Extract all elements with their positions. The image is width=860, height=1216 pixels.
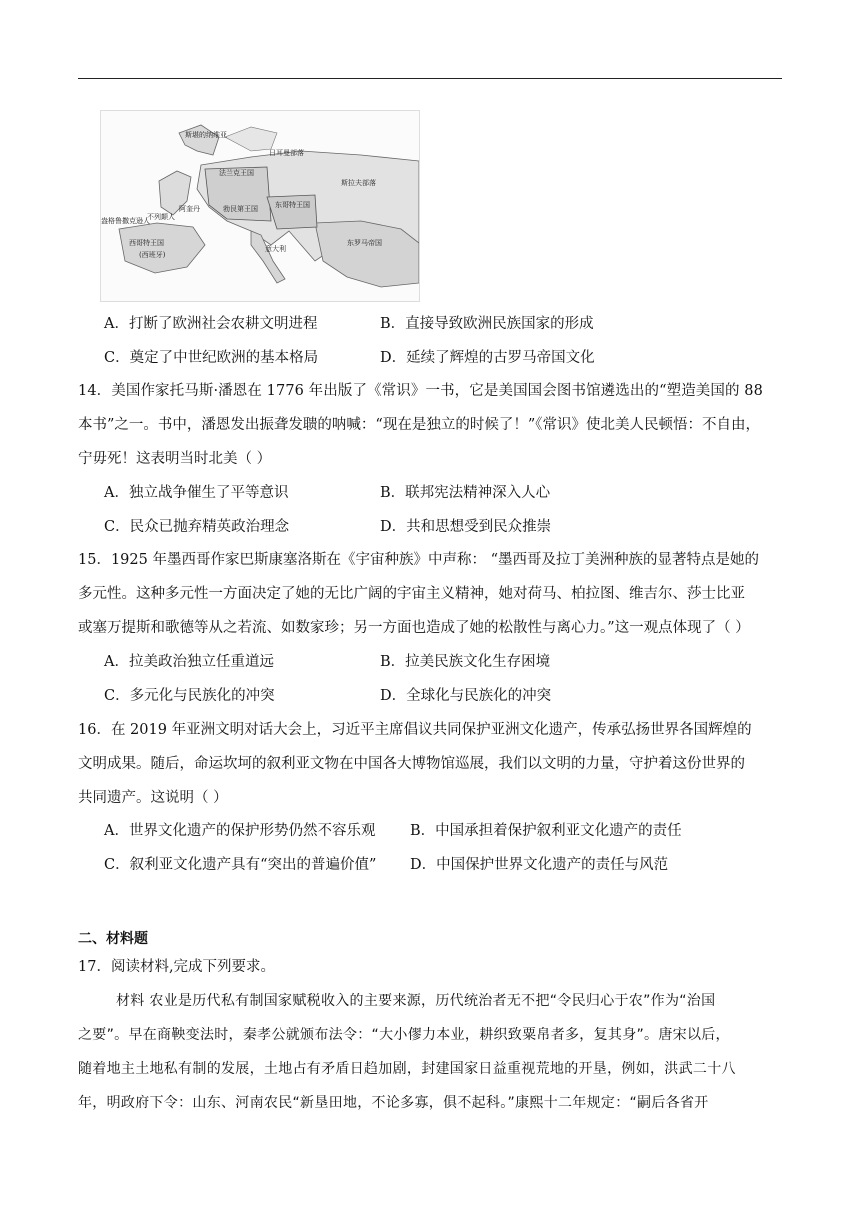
option-letter: D． xyxy=(380,519,407,535)
option-text: 中国保护世界文化遗产的责任与风范 xyxy=(436,857,669,873)
q13-option-d[interactable] xyxy=(380,348,595,368)
q16-stem-line: 16．在 2019 年亚洲文明对话大会上，习近平主席倡议共同保护亚洲文化遗产，传承弘扬世界各国辉煌的 xyxy=(78,722,752,738)
option-text: 拉美政治独立任重道远 xyxy=(128,654,274,670)
option-text: 共和思想受到民众推崇 xyxy=(406,519,552,535)
option-letter: B． xyxy=(380,485,406,501)
map-figure xyxy=(101,111,419,301)
material-line: 随着地主土地私有制的发展，土地占有矛盾日趋加剧，封建国家日益重视荒地的开垦，例如，洪武二十八 xyxy=(78,1061,736,1077)
option-letter: A． xyxy=(104,654,129,670)
option-text: 全球化与民族化的冲突 xyxy=(406,688,552,704)
map-label: 盎格鲁撒克逊人 xyxy=(101,217,150,225)
q16-option-c[interactable] xyxy=(104,855,376,875)
option-text: 直接导致欧洲民族国家的形成 xyxy=(405,316,594,332)
option-text: 打断了欧洲社会农耕文明进程 xyxy=(128,316,318,332)
map-label: 法兰克王国 xyxy=(219,169,254,177)
q14-option-d[interactable] xyxy=(380,517,551,537)
option-letter: B． xyxy=(380,316,406,332)
option-letter: B． xyxy=(410,823,436,839)
header-rule xyxy=(78,78,782,79)
q16-option-d[interactable] xyxy=(410,855,668,875)
q16-stem-line: 文明成果。随后，命运坎坷的叙利亚文物在中国各大博物馆巡展，我们以文明的力量，守护着这份世界的 xyxy=(78,756,745,772)
map-label: 勃艮第王国 xyxy=(223,205,258,213)
map-label: 不列颠人 xyxy=(147,213,175,221)
option-text: 世界文化遗产的保护形势仍然不容乐观 xyxy=(128,823,376,839)
option-text: 奠定了中世纪欧洲的基本格局 xyxy=(129,350,319,366)
map-label: (西班牙) xyxy=(139,251,166,259)
map-label: 阿奎丹 xyxy=(179,205,200,213)
option-text: 民众已抛弃精英政治理念 xyxy=(129,519,290,535)
option-letter: C． xyxy=(104,688,130,704)
q15-option-b[interactable] xyxy=(380,652,550,672)
q16-option-b[interactable] xyxy=(410,821,682,841)
q14-option-a[interactable] xyxy=(104,483,288,503)
q15-option-c[interactable] xyxy=(104,686,275,706)
option-text: 多元化与民族化的冲突 xyxy=(129,688,275,704)
q13-option-b[interactable] xyxy=(380,314,594,334)
option-text: 联邦宪法精神深入人心 xyxy=(405,485,551,501)
q13-option-a[interactable] xyxy=(104,314,317,334)
material-line: 年，明政府下令：山东、河南农民“新垦田地，不论多寡，俱不起科。”康熙十二年规定：“嗣后各省开 xyxy=(78,1095,709,1111)
option-letter: D． xyxy=(380,350,407,366)
q15-option-d[interactable] xyxy=(380,686,551,706)
map-label: 斯堪的纳维亚 xyxy=(185,131,227,139)
q14-stem-line: 宁毋死！这表明当时北美（ ） xyxy=(78,451,272,467)
option-text: 叙利亚文化遗产具有“突出的普遍价值” xyxy=(129,857,377,873)
option-letter: D． xyxy=(410,857,437,873)
option-letter: C． xyxy=(104,857,130,873)
map-label: 斯拉夫部落 xyxy=(341,179,376,187)
q15-stem-line: 或塞万提斯和歌德等从之若流、如数家珍；另一方面也造成了她的松散性与离心力。”这一观点体现了（ ） xyxy=(78,620,750,636)
map-label: 日耳曼部落 xyxy=(269,149,304,157)
map-label: 东罗马帝国 xyxy=(347,239,382,247)
option-letter: A． xyxy=(104,316,129,332)
q16-stem-line: 共同遗产。这说明（ ） xyxy=(78,790,228,806)
q17-stem: 17．阅读材料,完成下列要求。 xyxy=(78,959,276,975)
map-label: 西哥特王国 xyxy=(129,239,164,247)
q14-option-b[interactable] xyxy=(380,483,550,503)
option-text: 中国承担着保护叙利亚文化遗产的责任 xyxy=(435,823,682,839)
map-label: 东哥特王国 xyxy=(275,201,310,209)
q16-option-a[interactable] xyxy=(104,821,375,841)
material-line: 材料 农业是历代私有制国家赋税收入的主要来源，历代统治者无不把“令民归心于农”作为“治国 xyxy=(116,993,716,1009)
material-line: 之要”。早在商鞅变法时，秦孝公就颁布法令：“大小僇力本业，耕织致粟帛者多，复其身”。唐宋以后， xyxy=(78,1027,730,1043)
option-letter: B． xyxy=(380,654,406,670)
option-letter: A． xyxy=(104,823,129,839)
option-text: 延续了辉煌的古罗马帝国文化 xyxy=(406,350,595,366)
q15-stem-line: 多元性。这种多元性一方面决定了她的无比广阔的宇宙主义精神，她对荷马、柏拉图、维吉尔、莎士比亚 xyxy=(78,586,745,602)
option-letter: D． xyxy=(380,688,407,704)
europe-map-image xyxy=(100,110,420,302)
q15-stem-line: 15．1925 年墨西哥作家巴斯康塞洛斯在《宇宙种族》中声称： “墨西哥及拉丁美洲种族的显著特点是她的 xyxy=(78,552,759,568)
q13-option-c[interactable] xyxy=(104,348,318,368)
q14-stem-line: 14．美国作家托马斯·潘恩在 1776 年出版了《常识》一书，它是美国国会图书馆遴选出的“塑造美国的 88 xyxy=(78,383,763,399)
q14-option-c[interactable] xyxy=(104,517,289,537)
section-title: 二、材料题 xyxy=(78,931,148,947)
q15-option-a[interactable] xyxy=(104,652,274,672)
q14-stem-line: 本书”之一。书中，潘恩发出振聋发聩的呐喊：“现在是独立的时候了！”《常识》使北美人民顿悟：不自由， xyxy=(78,417,760,433)
option-letter: C． xyxy=(104,519,130,535)
option-text: 拉美民族文化生存困境 xyxy=(405,654,551,670)
map-label: 意大利 xyxy=(265,245,286,253)
option-letter: A． xyxy=(104,485,129,501)
option-letter: C． xyxy=(104,350,130,366)
option-text: 独立战争催生了平等意识 xyxy=(128,485,289,501)
